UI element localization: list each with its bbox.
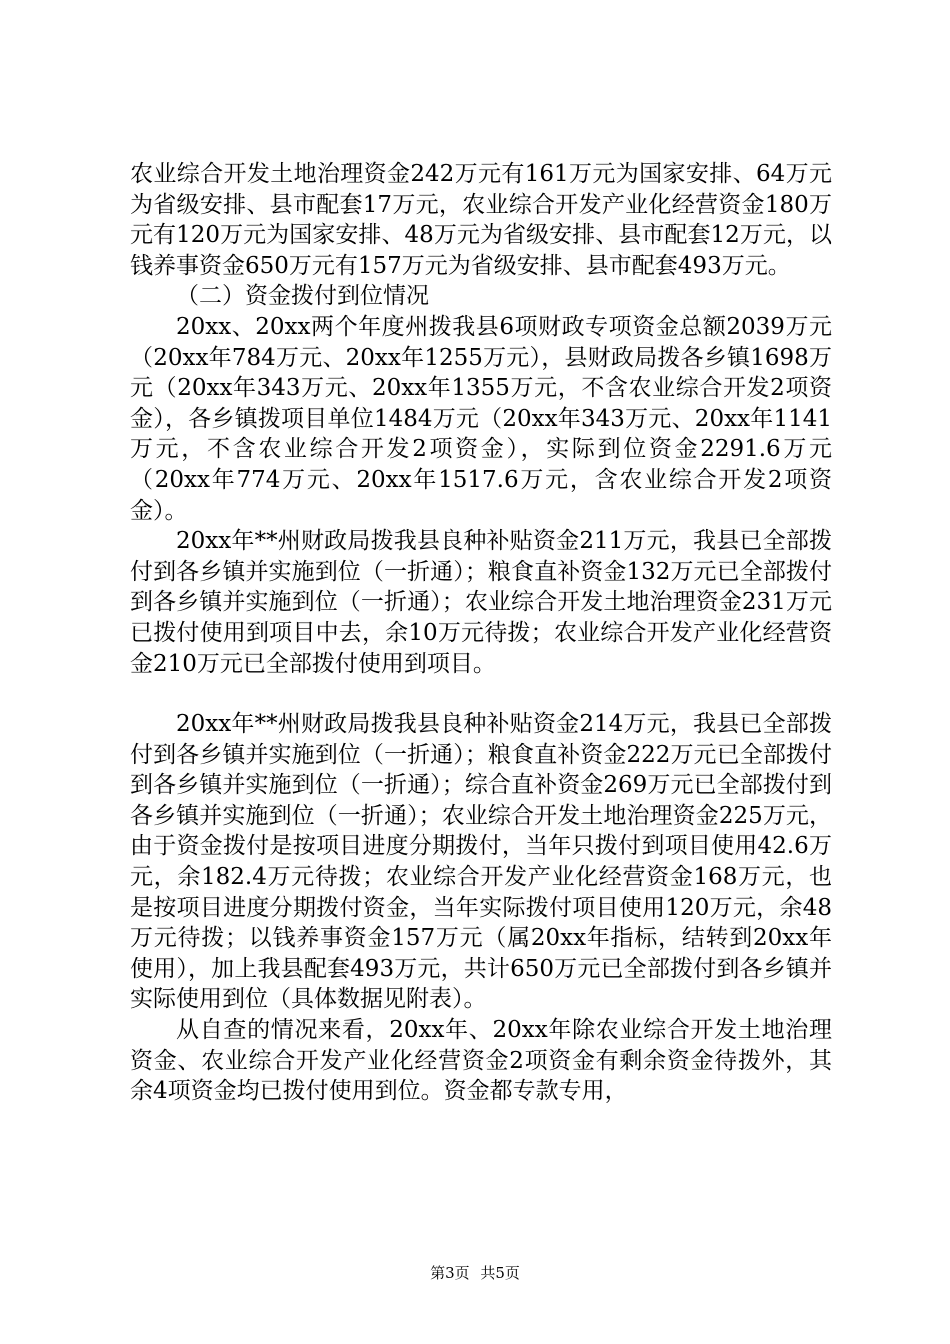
paragraph-second-year-allocation: 20xx年**州财政局拨我县良种补贴资金214万元，我县已全部拨付到各乡镇并实施到位（一折通）；粮食直补资金222万元已全部拨付到各乡镇并实施到位（一折通）；综合直补资金269万元已全部拨付到各乡镇并实施到位（一折通）；农业综合开发土地治理资金225万元，由于资金拨付是按项目进度分期拨付，当年只拨付到项目使用42.6万元，余182.4万元待拨；农业综合开发产业化经营资金168万元，也是按项目进度分期拨付资金，当年实际拨付项目使用120万元，余48万元待拨；以钱养事资金157万元（属20xx年指标，结转到20xx年使用），加上我县配套493万元，共计650万元已全部拨付到各乡镇并实际使用到位（具体数据见附表）。 — [130, 711, 832, 1013]
paragraph-fund-totals: 20xx、20xx两个年度州拨我县6项财政专项资金总额2039万元（20xx年784万元、20xx年1255万元），县财政局拨各乡镇1698万元（20xx年343万元、20xx年1355万元，不含农业综合开发2项资金），各乡镇拨项目单位1484万元（20xx年343万元、20xx年1141万元，不含农业综合开发2项资金），实际到位资金2291.6万元（20xx年774万元、20xx年1517.6万元，含农业综合开发2项资金）。 — [130, 313, 832, 524]
page-number: 第3页 — [430, 1264, 470, 1282]
paragraph-first-year-allocation: 20xx年**州财政局拨我县良种补贴资金211万元，我县已全部拨付到各乡镇并实施到位（一折通）；粮食直补资金132万元已全部拨付到各乡镇并实施到位（一折通）；农业综合开发土地治理资金231万元已拨付使用到项目中去，余10万元待拨；农业综合开发产业化经营资金210万元已全部拨付使用到项目。 — [130, 528, 832, 677]
paragraph-gap — [130, 679, 832, 709]
section-heading-fund-allocation: （二）资金拨付到位情况 — [176, 283, 429, 310]
paragraph-funding-sources: 农业综合开发土地治理资金242万元有161万元为国家安排、64万元为省级安排、县市配套17万元，农业综合开发产业化经营资金180万元有120万元为国家安排、48万元为省级安排、县市配套12万元，以钱养事资金650万元有157万元为省级安排、县市配套493万元。 — [130, 161, 832, 279]
document-body — [130, 159, 832, 1107]
paragraph-self-inspection: 从自查的情况来看，20xx年、20xx年除农业综合开发土地治理资金、农业综合开发产业化经营资金2项资金有剩余资金待拨外，其余4项资金均已拨付使用到位。资金都专款专用， — [130, 1017, 832, 1105]
page-total: 共5页 — [480, 1264, 520, 1282]
page-footer — [0, 1263, 950, 1283]
